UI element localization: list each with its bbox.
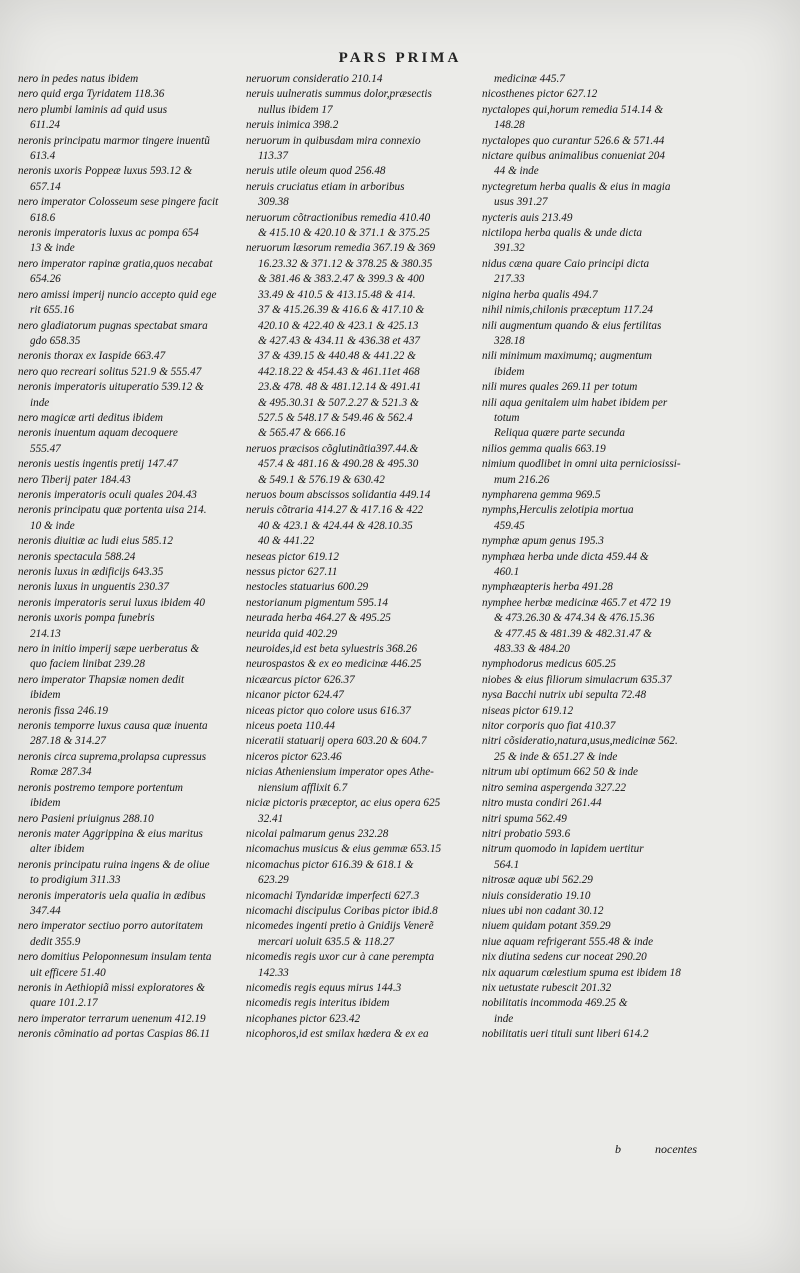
index-entry-line: neronis circa suprema,prolapsa cupressus xyxy=(18,750,207,763)
index-entry-line: nicophanes pictor 623.42 xyxy=(246,1012,361,1025)
index-entry-line: nictare quibus animalibus conueniat 204 xyxy=(482,150,665,163)
index-entry-line: nitro musta condiri 261.44 xyxy=(482,797,602,810)
index-entry-line: nicomachus pictor 616.39 & 618.1 & xyxy=(246,858,414,871)
index-entry-line: nicomachi Tyndaridæ imperfecti 627.3 xyxy=(246,889,420,902)
index-entry-line: dedit 355.9 xyxy=(30,935,81,948)
index-entry-line: nili augmentum quando & eius fertilitas xyxy=(482,319,662,332)
index-entry-line: 33.49 & 410.5 & 413.15.48 & 414. xyxy=(258,288,416,301)
index-entry-line: neronis luxus in ædificijs 643.35 xyxy=(18,566,164,578)
index-entry-line: nimium quodlibet in omni uita perniciosissi- xyxy=(482,458,681,471)
index-entry-line: 23.& 478. 48 & 481.12.14 & 491.41 xyxy=(258,381,422,394)
index-entry-line: nullus ibidem 17 xyxy=(258,103,333,116)
index-entry-line: nero amissi imperij nuncio accepto quid ege xyxy=(18,288,217,301)
index-entry-line: nicomachus musicus & eius gemmæ 653.15 xyxy=(246,843,442,856)
index-entry-line: neruis cõtraria 414.27 & 417.16 & 422 xyxy=(246,504,424,517)
index-entry-line: niseas pictor 619.12 xyxy=(482,704,574,717)
index-entry-line: niceros pictor 623.46 xyxy=(246,750,342,763)
index-entry-line: rit 655.16 xyxy=(30,304,75,317)
index-entry-line: niceratii statuarij opera 603.20 & 604.7 xyxy=(246,735,427,748)
index-entry-line: 391.32 xyxy=(494,242,525,255)
index-entry-line: nymphee herbæ medicinæ 465.7 et 472 19 xyxy=(482,596,671,609)
index-entry-line: 37 & 439.15 & 440.48 & 441.22 & xyxy=(258,350,416,363)
index-entry-line: nyctegretum herba qualis & eius in magia xyxy=(482,180,671,193)
index-entry-line: neruos præcisos cõglutinãtia397.44.& xyxy=(246,442,419,455)
index-entry-line: mum 216.26 xyxy=(494,473,550,486)
index-entry-line: nicias Atheniensium imperator opes Athe- xyxy=(246,766,434,779)
index-entry-line: nymphæ apum genus 195.3 xyxy=(482,535,604,548)
index-entry-line: nero magicæ arti deditus ibidem xyxy=(18,411,164,424)
index-entry-line: nobilitatis incommoda 469.25 & xyxy=(482,997,628,1010)
index-entry-line: 618.6 xyxy=(30,211,56,224)
index-entry-line: nitro semina aspergenda 327.22 xyxy=(482,781,626,794)
index-entry-line: nymphæa herba unde dicta 459.44 & xyxy=(482,550,649,563)
index-entry-line: 10 & inde xyxy=(30,519,75,532)
index-entry-line: Romæ 287.34 xyxy=(30,766,92,779)
index-entry-line: niue aquam refrigerant 555.48 & inde xyxy=(482,935,654,948)
index-entry-line: neruis cruciatus etiam in arboribus xyxy=(246,180,405,193)
index-entry-line: nili aqua genitalem uim habet ibidem per xyxy=(482,396,668,409)
index-entry-line: neruorum læsorum remedia 367.19 & 369 xyxy=(246,242,436,255)
index-entry-line: nicomachi discipulus Coribas pictor ibid.8 xyxy=(246,904,438,917)
index-entry-line: to prodigium 311.33 xyxy=(30,874,121,887)
index-entry-line: & 495.30.31 & 507.2.27 & 521.3 & xyxy=(258,396,419,409)
index-entry-line: niues ubi non cadant 30.12 xyxy=(482,904,604,917)
index-entry-line: neurida quid 402.29 xyxy=(246,627,338,640)
signature-mark: b xyxy=(615,1142,621,1156)
index-entry-line: nysa Bacchi nutrix ubi sepulta 72.48 xyxy=(482,689,647,702)
index-column-left xyxy=(18,72,243,1043)
index-entry-line: neronis postremo tempore portentum xyxy=(18,781,183,794)
index-entry-line: mercari uoluit 635.5 & 118.27 xyxy=(258,935,395,948)
index-entry-line: nessus pictor 627.11 xyxy=(246,566,338,578)
index-entry-line: & 565.47 & 666.16 xyxy=(258,427,346,440)
index-entry-line: neronis spectacula 588.24 xyxy=(18,550,136,563)
index-entry-line: 113.37 xyxy=(258,150,288,163)
index-entry-line: nitrum ubi optimum 662 50 & inde xyxy=(482,766,639,779)
index-entry-line: nicomedes ingenti pretio à Gnidijs Venerẽ xyxy=(246,920,434,933)
index-entry-line: niensium afflixit 6.7 xyxy=(258,781,348,794)
index-entry-line: nix diutina sedens cur noceat 290.20 xyxy=(482,951,647,964)
index-entry-line: 328.18 xyxy=(494,334,525,347)
index-entry-line: neronis imperatoris oculi quales 204.43 xyxy=(18,488,197,501)
index-entry-line: neuroides,id est beta syluestris 368.26 xyxy=(246,643,418,656)
index-entry-line: nero plumbi laminis ad quid usus xyxy=(18,103,168,116)
index-entry-line: nero quo recreari solitus 521.9 & 555.47 xyxy=(18,365,202,378)
index-entry-line: nestocles statuarius 600.29 xyxy=(246,581,369,594)
index-entry-line: nix aquarum cœlestium spuma est ibidem 18 xyxy=(482,966,681,979)
index-entry-line: nero imperator Colosseum sese pingere facit xyxy=(18,196,219,209)
index-entry-line: nero domitius Peloponnesum insulam tenta xyxy=(18,951,212,964)
index-entry-line: 37 & 415.26.39 & 416.6 & 417.10 & xyxy=(258,304,425,317)
index-entry-line: nymphs,Herculis zelotipia mortua xyxy=(482,504,634,517)
index-entry-line: neronis uestis ingentis pretij 147.47 xyxy=(18,458,178,471)
index-entry-line: 40 & 423.1 & 424.44 & 428.10.35 xyxy=(258,519,413,532)
index-entry-line: niciæ pictoris præceptor, ac eius opera 625 xyxy=(246,797,441,810)
index-entry-line: niuem quidam potant 359.29 xyxy=(482,920,611,933)
index-entry-line: neruorum cõtractionibus remedia 410.40 xyxy=(246,211,431,224)
index-entry-line: nero imperator rapinæ gratia,quos necabat xyxy=(18,257,213,270)
index-entry-line: 309.38 xyxy=(258,196,289,209)
index-entry-line: neronis imperatoris luxus ac pompa 654 xyxy=(18,227,199,240)
index-entry-line: 25 & inde & 651.27 & inde xyxy=(494,750,618,763)
index-entry-line: nero Pasieni priuignus 288.10 xyxy=(18,812,154,825)
index-entry-line: neronis imperatoris serui luxus ibidem 40 xyxy=(18,596,205,609)
index-entry-line: 214.13 xyxy=(30,627,61,640)
index-entry-line: neruis uulneratis summus dolor,præsectis xyxy=(246,88,432,101)
index-entry-line: 16.23.32 & 371.12 & 378.25 & 380.35 xyxy=(258,257,433,270)
index-entry-line: 457.4 & 481.16 & 490.28 & 495.30 xyxy=(258,458,419,471)
index-entry-line: neronis fissa 246.19 xyxy=(18,704,109,717)
index-entry-line: neronis mater Aggrippina & eius maritus xyxy=(18,827,203,840)
index-entry-line: nyctalopes quo curantur 526.6 & 571.44 xyxy=(482,134,665,147)
index-entry-line: 40 & 441.22 xyxy=(258,535,315,548)
index-entry-line: totum xyxy=(494,411,520,424)
index-entry-line: neronis temporre luxus causa quæ inuenta xyxy=(18,720,208,733)
index-entry-line: inde xyxy=(30,396,50,409)
index-entry-line: nitri cõsideratio,natura,usus,medicinæ 562. xyxy=(482,735,678,748)
index-entry-line: nitri probatio 593.6 xyxy=(482,827,571,840)
index-entry-line: quo faciem linibat 239.28 xyxy=(30,658,145,671)
index-entry-line: 527.5 & 548.17 & 549.46 & 562.4 xyxy=(258,411,413,424)
index-entry-line: nobilitatis ueri tituli sunt liberi 614.2 xyxy=(482,1028,649,1041)
index-entry-line: nicanor pictor 624.47 xyxy=(246,689,344,702)
index-column-right xyxy=(482,72,714,1043)
index-entry-line: 32.41 xyxy=(258,812,284,825)
index-entry-line: nicolai palmarum genus 232.28 xyxy=(246,827,389,840)
index-entry-line: neronis luxus in unguentis 230.37 xyxy=(18,581,169,594)
index-entry-line: & 415.10 & 420.10 & 371.1 & 375.25 xyxy=(258,227,430,240)
index-entry-line: 44 & inde xyxy=(494,165,539,178)
index-entry-line: uit efficere 51.40 xyxy=(30,966,106,979)
index-entry-line: ibidem xyxy=(30,797,61,810)
index-entry-line: 654.26 xyxy=(30,273,61,286)
index-entry-line: 442.18.22 & 454.43 & 461.11et 468 xyxy=(258,365,420,378)
index-entry-line: nidus cæna quare Caio principi dicta xyxy=(482,257,650,270)
index-entry-line: 483.33 & 484.20 xyxy=(494,643,570,656)
index-entry-line: nitrosæ aquæ ubi 562.29 xyxy=(482,874,593,887)
index-entry-line: nili minimum maximumq; augmentum xyxy=(482,350,652,363)
index-entry-line: nictilopa herba qualis & unde dicta xyxy=(482,227,643,240)
index-entry-line: & 427.43 & 434.11 & 436.38 et 437 xyxy=(258,334,421,347)
index-entry-line: 13 & inde xyxy=(30,242,75,255)
index-entry-line: 613.4 xyxy=(30,150,56,163)
index-entry-line: nitri spuma 562.49 xyxy=(482,812,567,825)
index-entry-line: & 477.45 & 481.39 & 482.31.47 & xyxy=(494,627,652,640)
index-entry-line: nero in pedes natus ibidem xyxy=(18,73,139,85)
index-entry-line: neurospastos & ex eo medicinæ 446.25 xyxy=(246,658,422,671)
index-entry-line: nicosthenes pictor 627.12 xyxy=(482,88,598,101)
index-entry-line: nymphodorus medicus 605.25 xyxy=(482,658,616,671)
index-entry-line: nicophoros,id est smilax hædera & ex ea xyxy=(246,1028,429,1041)
index-entry-line: neruorum consideratio 210.14 xyxy=(246,73,383,85)
index-entry-line: & 549.1 & 576.19 & 630.42 xyxy=(258,473,385,486)
index-entry-line: nicæarcus pictor 626.37 xyxy=(246,673,355,686)
index-entry-line: nero Tiberij pater 184.43 xyxy=(18,473,131,486)
index-entry-line: usus 391.27 xyxy=(494,196,548,209)
index-entry-line: neronis uxoris pompa funebris xyxy=(18,612,155,625)
index-entry-line: 564.1 xyxy=(494,858,520,871)
index-entry-line: neruis utile oleum quod 256.48 xyxy=(246,165,386,178)
index-entry-line: nympharena gemma 969.5 xyxy=(482,488,601,501)
index-entry-line: neronis imperatoris uituperatio 539.12 & xyxy=(18,381,204,394)
index-entry-line: alter ibidem xyxy=(30,843,85,856)
index-entry-line: neronis principatu ruina ingens & de oliue xyxy=(18,858,210,871)
index-entry-line: nili mures quales 269.11 per totum xyxy=(482,381,638,394)
index-entry-line: nero in initio imperij sæpe uerberatus & xyxy=(18,643,200,656)
index-entry-line: 217.33 xyxy=(494,273,525,286)
index-entry-line: nero gladiatorum pugnas spectabat smara xyxy=(18,319,208,332)
index-entry-line: nicomedis regis uxor cur à cane perempta xyxy=(246,951,435,964)
index-entry-line: nero imperator terrarum uenenum 412.19 xyxy=(18,1012,206,1025)
index-entry-line: nicomedis regis equus mirus 144.3 xyxy=(246,981,402,994)
index-entry-line: nycteris auis 213.49 xyxy=(482,211,573,224)
index-entry-line: nero quid erga Tyridatem 118.36 xyxy=(18,88,165,101)
index-entry-line: neronis uxoris Poppeæ luxus 593.12 & xyxy=(18,165,193,178)
index-entry-line: nero imperator sectiuo porro autoritatem xyxy=(18,920,203,933)
index-entry-line: 287.18 & 314.27 xyxy=(30,735,106,748)
index-entry-line: ibidem xyxy=(30,689,61,702)
index-entry-line: inde xyxy=(494,1012,514,1025)
index-entry-line: niceus poeta 110.44 xyxy=(246,720,335,733)
index-entry-line: 657.14 xyxy=(30,180,61,193)
index-entry-line: 460.1 xyxy=(494,566,520,578)
index-entry-line: niuis consideratio 19.10 xyxy=(482,889,591,902)
index-entry-line: neurada herba 464.27 & 495.25 xyxy=(246,612,391,625)
index-entry-line: neronis diuitiæ ac ludi eius 585.12 xyxy=(18,535,173,548)
index-entry-line: 142.33 xyxy=(258,966,289,979)
index-entry-line: nigina herba qualis 494.7 xyxy=(482,288,598,301)
index-entry-line: & 473.26.30 & 474.34 & 476.15.36 xyxy=(494,612,655,625)
index-entry-line: nestorianum pigmentum 595.14 xyxy=(246,596,389,609)
index-entry-line: niceas pictor quo colore usus 616.37 xyxy=(246,704,411,717)
index-entry-line: 611.24 xyxy=(30,119,60,132)
catchword: nocentes xyxy=(655,1142,697,1156)
index-entry-line: neruis inimica 398.2 xyxy=(246,119,339,132)
index-entry-line: nix uetustate rubescit 201.32 xyxy=(482,981,612,994)
index-entry-line: nymphæapteris herba 491.28 xyxy=(482,581,613,594)
index-entry-line: neronis cõminatio ad portas Caspias 86.11 xyxy=(18,1028,211,1041)
index-entry-line: niobes & eius filiorum simulacrum 635.37 xyxy=(482,673,672,686)
index-entry-line: nitor corporis quo fiat 410.37 xyxy=(482,720,616,733)
running-head: PARS PRIMA xyxy=(338,50,462,66)
index-entry-line: 623.29 xyxy=(258,874,289,887)
index-entry-line: neronis inuentum aquam decoquere xyxy=(18,427,178,440)
index-entry-line: nicomedis regis interitus ibidem xyxy=(246,997,390,1010)
index-entry-line: & 381.46 & 383.2.47 & 399.3 & 400 xyxy=(258,273,425,286)
index-entry-line: neronis in Aethiopiã missi exploratores & xyxy=(18,981,205,994)
index-entry-line: nyctalopes qui,horum remedia 514.14 & xyxy=(482,103,664,116)
index-entry-line: neronis thorax ex Iaspide 663.47 xyxy=(18,350,166,363)
index-entry-line: neruos boum abscissos solidantia 449.14 xyxy=(246,488,431,501)
index-entry-line: nero imperator Thapsiæ nomen dedit xyxy=(18,673,185,686)
index-entry-line: 347.44 xyxy=(30,904,61,917)
index-entry-line: 459.45 xyxy=(494,519,525,532)
index-entry-line: 148.28 xyxy=(494,119,525,132)
index-entry-line: neronis principatu marmor tingere inuentũ xyxy=(18,134,210,147)
index-entry-line: neruorum in quibusdam mira connexio xyxy=(246,134,421,147)
index-entry-line: nihil nimis,chilonis præceptum 117.24 xyxy=(482,304,654,317)
index-entry-line: neronis imperatoris uela qualia in ædibus xyxy=(18,889,206,902)
index-entry-line: nitrum quomodo in lapidem uertitur xyxy=(482,843,644,856)
index-entry-line: nilios gemma qualis 663.19 xyxy=(482,442,606,455)
index-entry-line: neseas pictor 619.12 xyxy=(246,550,339,563)
index-entry-line: Reliqua quære parte secunda xyxy=(494,427,626,440)
index-entry-line: medicinæ 445.7 xyxy=(494,73,565,85)
index-column-middle xyxy=(246,72,486,1043)
index-entry-line: ibidem xyxy=(494,365,525,378)
index-entry-line: neronis principatu quæ portenta uisa 214. xyxy=(18,504,207,517)
index-entry-line: 420.10 & 422.40 & 423.1 & 425.13 xyxy=(258,319,419,332)
index-entry-line: 555.47 xyxy=(30,442,61,455)
index-entry-line: quare 101.2.17 xyxy=(30,997,98,1010)
index-entry-line: gdo 658.35 xyxy=(30,334,81,347)
